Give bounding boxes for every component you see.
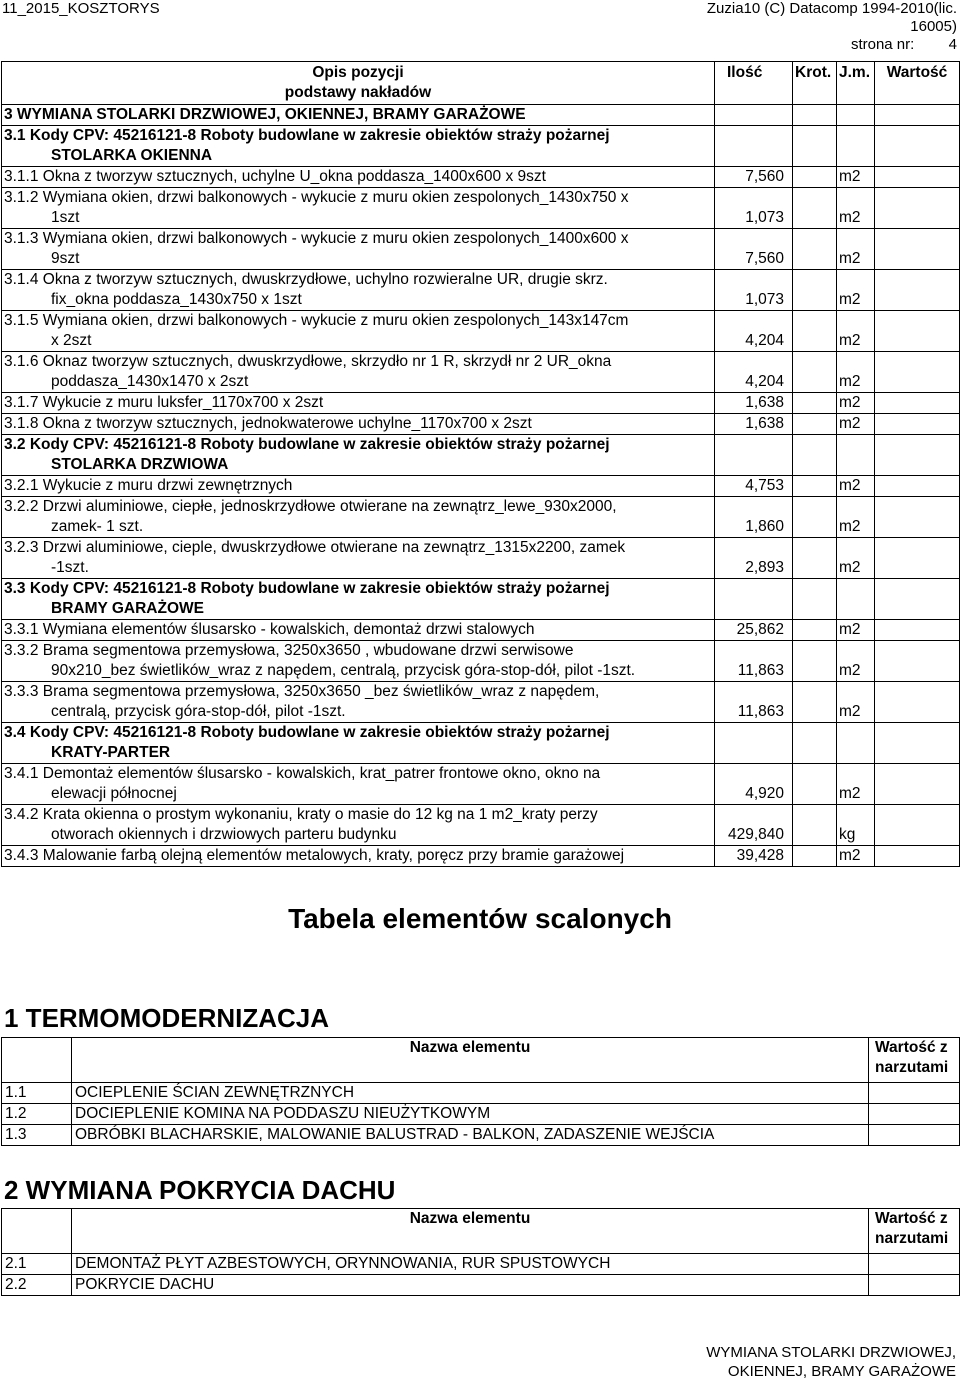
table-row bbox=[2, 764, 960, 805]
row-quantity: 25,862 bbox=[715, 620, 793, 641]
page-footer bbox=[706, 1343, 956, 1381]
row-description-line2: poddasza_1430x1470 x 2szt bbox=[51, 373, 249, 390]
table-row bbox=[2, 805, 960, 846]
row-description bbox=[2, 476, 715, 497]
row-multiplier bbox=[793, 270, 837, 311]
row-description-line2: KRATY-PARTER bbox=[51, 744, 171, 761]
row-quantity bbox=[715, 723, 793, 764]
row-unit: m2 bbox=[837, 229, 875, 270]
table-row bbox=[2, 497, 960, 538]
row-description bbox=[2, 414, 715, 435]
merged-item-name: POKRYCIE DACHU bbox=[72, 1275, 869, 1296]
row-value bbox=[875, 188, 960, 229]
table-row bbox=[2, 414, 960, 435]
table-row bbox=[2, 393, 960, 414]
column-header-description bbox=[2, 62, 715, 105]
row-multiplier bbox=[793, 105, 837, 126]
row-multiplier bbox=[793, 229, 837, 270]
merged-header-value-line1: Wartość z bbox=[875, 1210, 948, 1227]
row-description-line2: STOLARKA OKIENNA bbox=[51, 147, 213, 164]
merged-header-value bbox=[869, 1209, 960, 1254]
row-quantity: 7,560 bbox=[715, 167, 793, 188]
row-description-line2: STOLARKA DRZWIOWA bbox=[51, 456, 229, 473]
cost-estimate-table bbox=[1, 61, 960, 867]
row-unit: m2 bbox=[837, 311, 875, 352]
row-multiplier bbox=[793, 764, 837, 805]
row-description-line2: BRAMY GARAŻOWE bbox=[51, 600, 204, 617]
row-multiplier bbox=[793, 620, 837, 641]
column-header-quantity: Ilość bbox=[715, 62, 793, 105]
merged-item-value bbox=[869, 1275, 960, 1296]
row-multiplier bbox=[793, 167, 837, 188]
license-number: 16005) bbox=[910, 18, 957, 35]
column-header-description-line2: podstawy nakładów bbox=[284, 84, 432, 101]
row-quantity: 1,073 bbox=[715, 188, 793, 229]
row-value bbox=[875, 579, 960, 620]
merged-header-number bbox=[2, 1209, 72, 1254]
table-row bbox=[2, 538, 960, 579]
row-description-line1: 3.3.1 Wymiana elementów ślusarsko - kowalskich, demontaż drzwi stalowych bbox=[4, 621, 535, 638]
row-multiplier bbox=[793, 538, 837, 579]
row-description-line1: 3.3.3 Brama segmentowa przemysłowa, 3250x3650 _bez świetlików_wraz z napędem, bbox=[4, 683, 600, 700]
row-description-line1: 3.3.2 Brama segmentowa przemysłowa, 3250x3650 , wbudowane drzwi serwisowe bbox=[4, 642, 574, 659]
software-credit: Zuzia10 (C) Datacomp 1994-2010(lic. bbox=[706, 0, 957, 17]
row-description bbox=[2, 764, 715, 805]
row-description bbox=[2, 497, 715, 538]
row-unit bbox=[837, 105, 875, 126]
merged-header-value bbox=[869, 1038, 960, 1083]
row-quantity: 4,753 bbox=[715, 476, 793, 497]
column-header-description-line1: Opis pozycji bbox=[312, 64, 404, 81]
row-multiplier bbox=[793, 311, 837, 352]
row-unit: m2 bbox=[837, 414, 875, 435]
merged-header-value-line2: narzutami bbox=[875, 1059, 949, 1076]
merged-item-name: OBRÓBKI BLACHARSKIE, MALOWANIE BALUSTRAD - BALKON, ZADASZENIE WEJŚCIA bbox=[72, 1125, 869, 1146]
row-unit bbox=[837, 579, 875, 620]
table-row bbox=[2, 682, 960, 723]
row-description bbox=[2, 126, 715, 167]
merged-item-name: OCIEPLENIE ŚCIAN ZEWNĘTRZNYCH bbox=[72, 1083, 869, 1104]
row-quantity: 2,893 bbox=[715, 538, 793, 579]
row-description-line2: centralą, przycisk góra-stop-dół, pilot -1szt. bbox=[51, 703, 346, 720]
table-row bbox=[2, 1083, 960, 1104]
merged-item-name: DEMONTAŻ PŁYT AZBESTOWYCH, ORYNNOWANIA, RUR SPUSTOWYCH bbox=[72, 1254, 869, 1275]
row-value bbox=[875, 126, 960, 167]
row-quantity bbox=[715, 435, 793, 476]
row-description-line2: x 2szt bbox=[51, 332, 92, 349]
merged-table-header-row bbox=[2, 1209, 960, 1254]
table-row bbox=[2, 1104, 960, 1125]
merged-section-title-1: 1 TERMOMODERNIZACJA bbox=[4, 1003, 330, 1033]
page-number-label: strona nr: bbox=[850, 36, 915, 53]
column-header-value: Wartość bbox=[875, 62, 960, 105]
merged-item-number: 2.2 bbox=[2, 1275, 72, 1296]
row-description-line1: 3.1.1 Okna z tworzyw sztucznych, uchylne U_okna poddasza_1400x600 x 9szt bbox=[4, 168, 546, 185]
row-value bbox=[875, 620, 960, 641]
row-description bbox=[2, 188, 715, 229]
row-quantity: 39,428 bbox=[715, 846, 793, 867]
table-row bbox=[2, 1254, 960, 1275]
table-row bbox=[2, 188, 960, 229]
row-quantity: 7,560 bbox=[715, 229, 793, 270]
merged-item-name: DOCIEPLENIE KOMINA NA PODDASZU NIEUŻYTKOWYM bbox=[72, 1104, 869, 1125]
row-description-line2: otworach okiennych i drzwiowych parteru budynku bbox=[51, 826, 397, 843]
row-unit: m2 bbox=[837, 538, 875, 579]
page-number: 4 bbox=[948, 36, 957, 53]
row-multiplier bbox=[793, 723, 837, 764]
table-row bbox=[2, 620, 960, 641]
row-quantity bbox=[715, 105, 793, 126]
table-row bbox=[2, 476, 960, 497]
row-quantity: 11,863 bbox=[715, 682, 793, 723]
row-description-line1: 3.1.2 Wymiana okien, drzwi balkonowych - wykucie z muru okien zespolonych_1430x750 x bbox=[4, 189, 629, 206]
row-unit: m2 bbox=[837, 352, 875, 393]
merged-elements-table-2 bbox=[1, 1208, 960, 1296]
merged-header-name: Nazwa elementu bbox=[72, 1209, 869, 1254]
row-multiplier bbox=[793, 846, 837, 867]
row-description bbox=[2, 846, 715, 867]
row-description-line2: -1szt. bbox=[51, 559, 89, 576]
row-value bbox=[875, 846, 960, 867]
row-value bbox=[875, 476, 960, 497]
table-row bbox=[2, 579, 960, 620]
merged-table-header-row bbox=[2, 1038, 960, 1083]
row-value bbox=[875, 641, 960, 682]
row-value bbox=[875, 393, 960, 414]
row-description-line1: 3.1.6 Oknaz tworzyw sztucznych, dwuskrzydłowe, skrzydło nr 1 R, skrzydł nr 2 UR_okna bbox=[4, 353, 612, 370]
row-description bbox=[2, 641, 715, 682]
row-unit: m2 bbox=[837, 167, 875, 188]
table-row bbox=[2, 435, 960, 476]
row-description bbox=[2, 435, 715, 476]
row-description-line1: 3.1.3 Wymiana okien, drzwi balkonowych - wykucie z muru okien zespolonych_1400x600 x bbox=[4, 230, 629, 247]
row-description-line1: 3.1.7 Wykucie z muru luksfer_1170x700 x 2szt bbox=[4, 394, 324, 411]
table-row bbox=[2, 126, 960, 167]
row-description bbox=[2, 620, 715, 641]
row-value bbox=[875, 311, 960, 352]
row-description bbox=[2, 105, 715, 126]
row-quantity: 4,920 bbox=[715, 764, 793, 805]
row-description bbox=[2, 229, 715, 270]
merged-item-number: 1.1 bbox=[2, 1083, 72, 1104]
row-quantity: 4,204 bbox=[715, 352, 793, 393]
merged-header-number bbox=[2, 1038, 72, 1083]
merged-item-number: 1.2 bbox=[2, 1104, 72, 1125]
table-row bbox=[2, 723, 960, 764]
table-row bbox=[2, 1275, 960, 1296]
row-value bbox=[875, 764, 960, 805]
table-row bbox=[2, 229, 960, 270]
row-description-line1: 3.4.3 Malowanie farbą olejną elementów metalowych, kraty, poręcz przy bramie garażowej bbox=[4, 847, 625, 864]
row-description-line2: elewacji północnej bbox=[51, 785, 177, 802]
row-quantity: 4,204 bbox=[715, 311, 793, 352]
row-description bbox=[2, 270, 715, 311]
row-quantity: 1,073 bbox=[715, 270, 793, 311]
row-unit: m2 bbox=[837, 764, 875, 805]
row-quantity: 1,860 bbox=[715, 497, 793, 538]
row-value bbox=[875, 167, 960, 188]
row-unit: m2 bbox=[837, 270, 875, 311]
footer-line-1: WYMIANA STOLARKI DRZWIOWEJ, bbox=[706, 1344, 956, 1361]
merged-elements-table-1 bbox=[1, 1037, 960, 1146]
row-description bbox=[2, 352, 715, 393]
row-value bbox=[875, 805, 960, 846]
row-description bbox=[2, 311, 715, 352]
row-value bbox=[875, 497, 960, 538]
row-multiplier bbox=[793, 352, 837, 393]
row-value bbox=[875, 538, 960, 579]
row-description-line1: 3.2.1 Wykucie z muru drzwi zewnętrznych bbox=[4, 477, 293, 494]
row-value bbox=[875, 229, 960, 270]
row-description bbox=[2, 167, 715, 188]
row-unit: m2 bbox=[837, 497, 875, 538]
document-filename: 11_2015_KOSZTORYS bbox=[2, 0, 160, 17]
row-quantity: 1,638 bbox=[715, 414, 793, 435]
row-description-line1: 3.1.4 Okna z tworzyw sztucznych, dwuskrzydłowe, uchylno rozwieralne UR, drugie skrz. bbox=[4, 271, 608, 288]
row-unit bbox=[837, 126, 875, 167]
column-header-multiplier: Krot. bbox=[793, 62, 837, 105]
row-value bbox=[875, 682, 960, 723]
row-description-line2: 90x210_bez świetlików_wraz z napędem, centralą, przycisk góra-stop-dół, pilot -1szt. bbox=[51, 662, 636, 679]
merged-item-value bbox=[869, 1125, 960, 1146]
table-row bbox=[2, 105, 960, 126]
row-multiplier bbox=[793, 497, 837, 538]
table-row bbox=[2, 641, 960, 682]
merged-section-title-2: 2 WYMIANA POKRYCIA DACHU bbox=[4, 1175, 396, 1205]
row-unit: m2 bbox=[837, 846, 875, 867]
row-unit: m2 bbox=[837, 188, 875, 229]
row-multiplier bbox=[793, 435, 837, 476]
table-row bbox=[2, 311, 960, 352]
row-quantity: 11,863 bbox=[715, 641, 793, 682]
row-value bbox=[875, 352, 960, 393]
merged-elements-title: Tabela elementów scalonych bbox=[288, 903, 672, 934]
row-quantity: 1,638 bbox=[715, 393, 793, 414]
row-description-line1: 3.2 Kody CPV: 45216121-8 Roboty budowlane w zakresie obiektów straży pożarnej bbox=[4, 436, 610, 453]
row-multiplier bbox=[793, 641, 837, 682]
row-value bbox=[875, 723, 960, 764]
row-multiplier bbox=[793, 126, 837, 167]
merged-item-number: 2.1 bbox=[2, 1254, 72, 1275]
row-description-line1: 3.2.3 Drzwi aluminiowe, cieple, dwuskrzydłowe otwierane na zewnątrz_1315x2200, zamek bbox=[4, 539, 626, 556]
row-description-line1: 3.4.1 Demontaż elementów ślusarsko - kowalskich, krat_patrer frontowe okno, okno na bbox=[4, 765, 601, 782]
row-multiplier bbox=[793, 805, 837, 846]
page-number-line bbox=[657, 36, 957, 54]
row-description bbox=[2, 723, 715, 764]
merged-header-value-line2: narzutami bbox=[875, 1230, 949, 1247]
row-description-line1: 3.4 Kody CPV: 45216121-8 Roboty budowlane w zakresie obiektów straży pożarnej bbox=[4, 724, 610, 741]
table-row bbox=[2, 846, 960, 867]
row-description bbox=[2, 393, 715, 414]
row-description-line1: 3 WYMIANA STOLARKI DRZWIOWEJ, OKIENNEJ, BRAMY GARAŻOWE bbox=[4, 106, 526, 123]
row-unit: m2 bbox=[837, 393, 875, 414]
row-description-line1: 3.1 Kody CPV: 45216121-8 Roboty budowlane w zakresie obiektów straży pożarnej bbox=[4, 127, 610, 144]
row-unit: m2 bbox=[837, 641, 875, 682]
merged-item-value bbox=[869, 1083, 960, 1104]
row-description bbox=[2, 805, 715, 846]
merged-item-value bbox=[869, 1254, 960, 1275]
row-multiplier bbox=[793, 682, 837, 723]
row-value bbox=[875, 435, 960, 476]
row-unit: m2 bbox=[837, 476, 875, 497]
row-quantity bbox=[715, 579, 793, 620]
row-quantity bbox=[715, 126, 793, 167]
table-row bbox=[2, 352, 960, 393]
table-row bbox=[2, 1125, 960, 1146]
row-value bbox=[875, 414, 960, 435]
row-multiplier bbox=[793, 414, 837, 435]
row-unit: kg bbox=[837, 805, 875, 846]
row-description-line1: 3.1.8 Okna z tworzyw sztucznych, jednokwaterowe uchylne_1170x700 x 2szt bbox=[4, 415, 532, 432]
row-value bbox=[875, 270, 960, 311]
merged-header-name: Nazwa elementu bbox=[72, 1038, 869, 1083]
footer-line-2: OKIENNEJ, BRAMY GARAŻOWE bbox=[727, 1363, 956, 1380]
row-description-line2: 9szt bbox=[51, 250, 80, 267]
row-unit bbox=[837, 435, 875, 476]
row-description-line2: fix_okna poddasza_1430x750 x 1szt bbox=[51, 291, 302, 308]
row-multiplier bbox=[793, 393, 837, 414]
merged-item-number: 1.3 bbox=[2, 1125, 72, 1146]
column-header-unit: J.m. bbox=[837, 62, 875, 105]
row-description bbox=[2, 538, 715, 579]
row-description-line1: 3.2.2 Drzwi aluminiowe, ciepłe, jednoskrzydłowe otwierane na zewnątrz_lewe_930x2000, bbox=[4, 498, 617, 515]
row-description-line1: 3.4.2 Krata okienna o prostym wykonaniu, kraty o masie do 12 kg na 1 m2_kraty perzy bbox=[4, 806, 598, 823]
row-quantity: 429,840 bbox=[715, 805, 793, 846]
row-value bbox=[875, 105, 960, 126]
row-description-line1: 3.3 Kody CPV: 45216121-8 Roboty budowlane w zakresie obiektów straży pożarnej bbox=[4, 580, 610, 597]
row-description bbox=[2, 579, 715, 620]
row-description-line1: 3.1.5 Wymiana okien, drzwi balkonowych - wykucie z muru okien zespolonych_143x147cm bbox=[4, 312, 629, 329]
table-header-row bbox=[2, 62, 960, 105]
row-unit: m2 bbox=[837, 682, 875, 723]
table-row bbox=[2, 167, 960, 188]
row-unit: m2 bbox=[837, 620, 875, 641]
row-multiplier bbox=[793, 476, 837, 497]
row-description bbox=[2, 682, 715, 723]
row-description-line2: 1szt bbox=[51, 209, 80, 226]
page-header-right bbox=[657, 0, 957, 54]
row-multiplier bbox=[793, 579, 837, 620]
merged-item-value bbox=[869, 1104, 960, 1125]
row-description-line2: zamek- 1 szt. bbox=[51, 518, 144, 535]
row-multiplier bbox=[793, 188, 837, 229]
table-row bbox=[2, 270, 960, 311]
merged-header-value-line1: Wartość z bbox=[875, 1039, 948, 1056]
row-unit bbox=[837, 723, 875, 764]
